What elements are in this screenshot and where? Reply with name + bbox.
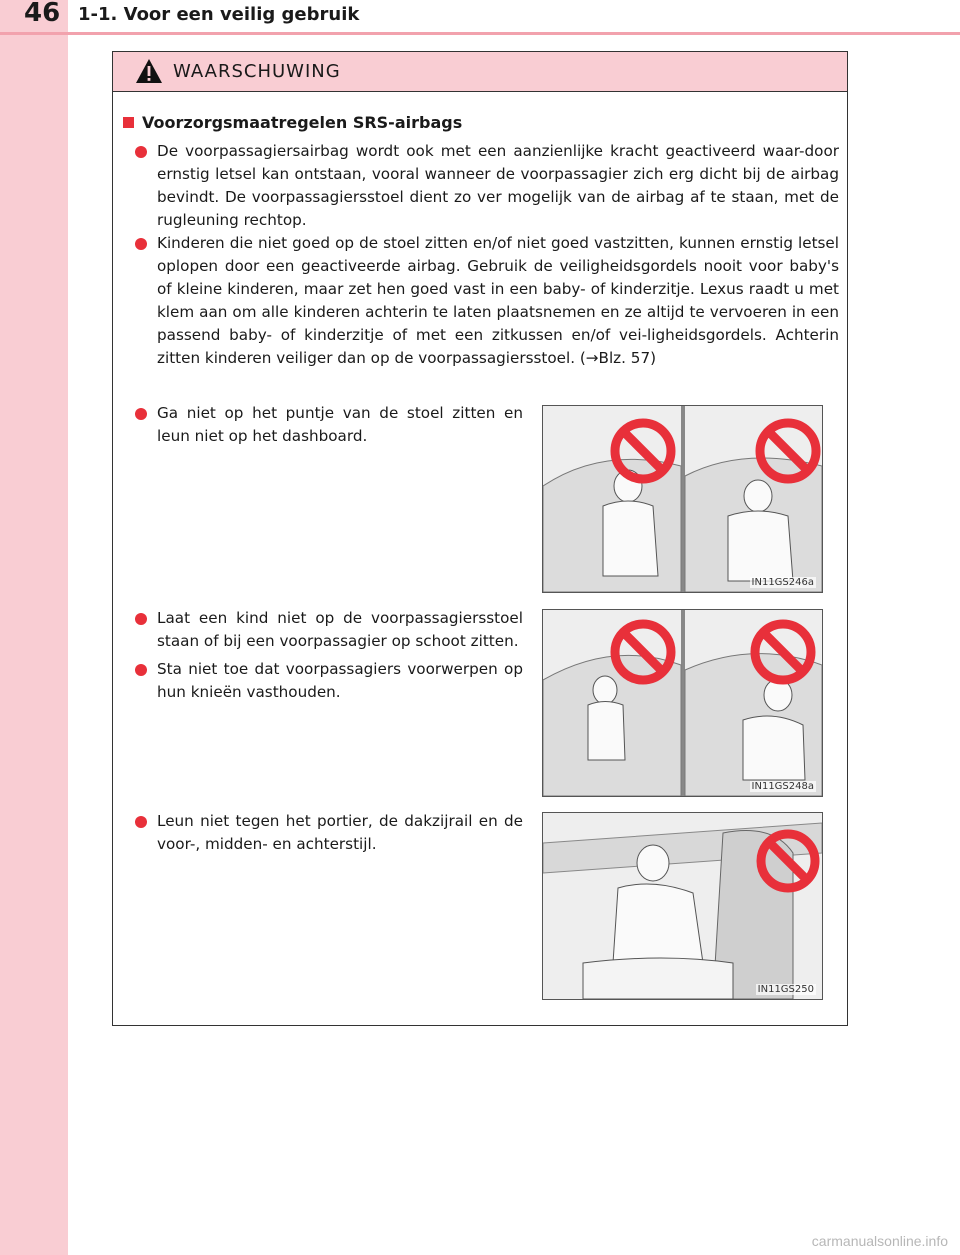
illustration-car-interior — [543, 813, 822, 999]
figure-label: IN11GS246a — [751, 577, 814, 588]
page-header — [0, 0, 960, 40]
figure-child-on-seat — [542, 609, 823, 797]
list-item: Laat een kind niet op de voorpassagiersstoel staan of bij een voorpassagier op schoot zitten. — [135, 607, 523, 653]
header-rule — [0, 32, 960, 35]
illustration-car-interior — [543, 610, 822, 796]
side-color-strip — [0, 0, 68, 1255]
section-heading-text: Voorzorgsmaatregelen SRS-airbags — [142, 113, 463, 132]
warning-title: WAARSCHUWING — [173, 61, 341, 82]
warning-header — [113, 52, 847, 92]
figure-dashboard-lean — [542, 405, 823, 593]
illustration-car-interior — [543, 406, 822, 592]
bullet-dot-icon — [135, 238, 147, 250]
page-number: 46 — [24, 0, 61, 28]
footer-watermark: carmanualsonline.info — [811, 1233, 948, 1249]
bullet-dot-icon — [135, 146, 147, 158]
bullet-dot-icon — [135, 816, 147, 828]
list-item: Kinderen die niet goed op de stoel zitten en/of niet goed vastzitten, kunnen ernstig letsel oplopen door een geactiveerde airbag. Gebruik de veiligheidsgordels nooit voor baby's of kleine kinderen, maar zet hen goed vast in een baby- of kinderzitje. Lexus raadt u met klem aan om alle kinderen achterin te laten plaatsnemen en ze altijd te vervoeren in een passend baby- of kinderzitje of met een zitkussen en/of vei-ligheidsgordels. Achterin zitten kinderen veiliger dan op de voorpassagiersstoel. (→Blz. 57) — [135, 232, 839, 370]
list-item: Sta niet toe dat voorpassagiers voorwerpen op hun knieën vasthouden. — [135, 658, 523, 704]
list-item: Leun niet tegen het portier, de dakzijrail en de voor-, midden- en achterstijl. — [135, 810, 523, 856]
warning-triangle-icon — [135, 58, 163, 84]
figure-lean-against-door — [542, 812, 823, 1000]
square-bullet-icon — [123, 117, 134, 128]
section-heading — [123, 112, 823, 134]
list-item: Ga niet op het puntje van de stoel zitten en leun niet op het dashboard. — [135, 402, 523, 448]
warning-box — [112, 51, 848, 1026]
bullet-dot-icon — [135, 664, 147, 676]
chapter-title: 1-1. Voor een veilig gebruik — [78, 4, 360, 25]
figure-label: IN11GS250 — [757, 984, 814, 995]
bullet-dot-icon — [135, 613, 147, 625]
bullet-dot-icon — [135, 408, 147, 420]
figure-label: IN11GS248a — [751, 781, 814, 792]
list-item: De voorpassagiersairbag wordt ook met een aanzienlijke kracht geactiveerd waar-door ernstig letsel kan ontstaan, vooral wanneer de voorpassagier zich erg dicht bij de airbag bevindt. De voorpassagiersstoel dient zo ver mogelijk van de airbag af te staan, met de rugleuning rechtop. — [135, 140, 839, 232]
